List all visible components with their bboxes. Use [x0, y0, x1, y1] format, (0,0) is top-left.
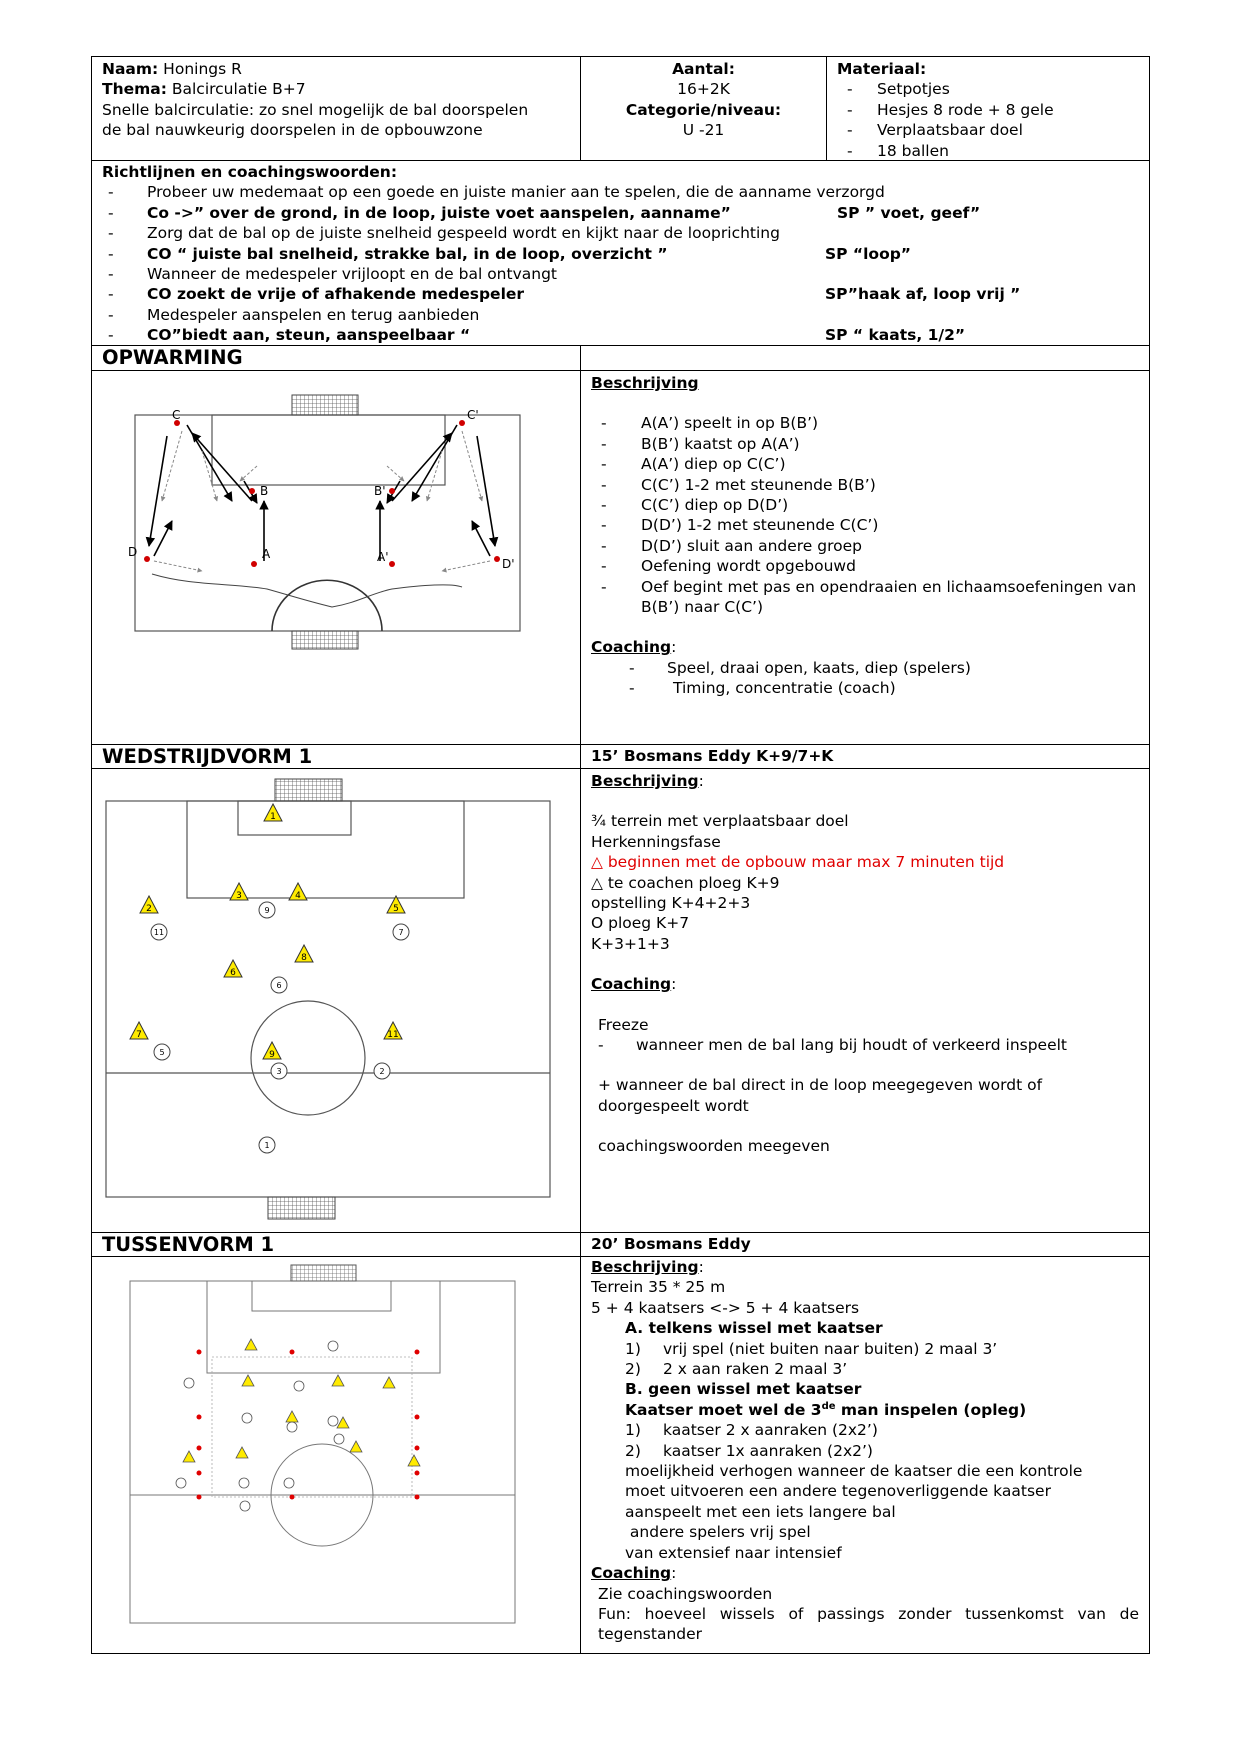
- svg-text:8: 8: [301, 953, 307, 963]
- header-row: [92, 57, 1149, 161]
- label-c: C: [172, 408, 181, 422]
- tv-extra: andere spelers vrij spel: [625, 1523, 811, 1542]
- header-line-2: de bal nauwkeurig doorspelen in de opbouwzone: [102, 121, 483, 140]
- svg-text:6: 6: [230, 968, 236, 978]
- svg-text:3: 3: [276, 1067, 282, 1076]
- player-triangle: [224, 960, 242, 978]
- wedstrijdvorm-diagram-cell: [92, 769, 581, 1232]
- materiaal-item: Verplaatsbaar doel: [877, 121, 1023, 140]
- tussenvorm-title-row: [92, 1233, 1149, 1257]
- cone-marker: [415, 1350, 420, 1355]
- opwarming-step: B(B’) kaatst op A(A’): [641, 434, 800, 453]
- wv-line: K+3+1+3: [591, 934, 670, 953]
- cone-marker: [197, 1495, 202, 1500]
- richtlijn-item: - CO “ juiste bal snelheid, strakke bal, in de loop, overzicht ” SP “loop”: [108, 244, 911, 263]
- player-circle: [151, 924, 167, 940]
- header-info: [92, 57, 581, 160]
- richtlijn-item: - Co ->” over de grond, in de loop, juiste voet aanspelen, aanname” SP ” voet, geef”: [108, 203, 981, 222]
- svg-text:7: 7: [136, 1030, 142, 1040]
- opwarming-step: C(C’) diep op D(D’): [641, 496, 789, 515]
- aantal-value: 16+2K: [677, 80, 730, 99]
- richtlijnen: [92, 161, 1149, 345]
- cone-marker: [290, 1495, 295, 1500]
- player-triangle: [383, 1377, 395, 1388]
- categorie-value: U -21: [682, 121, 725, 140]
- coaching-label: Coaching: [591, 975, 672, 994]
- beschrijving-label: Beschrijving: [591, 772, 699, 790]
- label-c2: C': [467, 408, 479, 422]
- opwarming-diagram-cell: [92, 371, 581, 744]
- player-triangle: [332, 1375, 344, 1386]
- svg-text:5: 5: [159, 1048, 165, 1057]
- header-line-1: Snelle balcirculatie: zo snel mogelijk de bal doorspelen: [102, 100, 529, 119]
- svg-text:6: 6: [276, 981, 282, 990]
- player-circle: [240, 1501, 250, 1511]
- player-circle: [328, 1341, 338, 1351]
- cone-marker: [197, 1446, 202, 1451]
- materiaal-item: 18 ballen: [877, 141, 949, 160]
- player-triangle: [140, 896, 158, 914]
- player-circle: [259, 902, 275, 918]
- training-sheet: [91, 56, 1150, 1654]
- tv-extra: aanspeelt met een iets langere bal: [625, 1502, 896, 1521]
- opwarming-step: C(C’) 1-2 met steunende B(B’): [641, 475, 876, 494]
- opwarming-step: D(D’) 1-2 met steunende C(C’): [641, 516, 879, 535]
- richtlijnen-row: [92, 161, 1149, 346]
- label-d2: D': [502, 557, 515, 571]
- categorie-label: Categorie/niveau:: [625, 100, 782, 119]
- tussenvorm-text: Beschrijving: Terrein 35 * 25 m 5 + 4 kaatsers <-> 5 + 4 kaatsers A. telkens wissel met kaatser 1) vrij spel (niet buiten naar buiten) 2 maal 3’ 2) 2 x aan raken 2 maal 3’ B. geen wissel met kaatser Kaatser moet wel de 3de man inspelen (opleg) 1) kaatser 2 x aanraken (2x2’) 2) kaatser 1x aanraken (2x2’) moelijkheid verhogen wanneer de kaatser die een kontrole moet uitvoeren een andere tegenoverliggende kaatser aanspeelt met een iets langere bal andere spelers vrij spel van extensief naar intensief Coaching: Zie coachingswoorden Fun: hoeveel wissels of passings zonder tussenkomst van de tegenstander: [591, 1258, 1139, 1644]
- tussenvorm-title: TUSSENVORM 1: [92, 1233, 581, 1256]
- tv-b-item: kaatser 1x aanraken (2x2’): [663, 1441, 873, 1460]
- cone-marker: [415, 1415, 420, 1420]
- wv-warning: △ beginnen met de opbouw maar max 7 minuten tijd: [591, 853, 1005, 872]
- tv-a-item: vrij spel (niet buiten naar buiten) 2 maal 3’: [663, 1339, 998, 1358]
- svg-text:7: 7: [398, 928, 404, 937]
- coaching-item: Speel, draai open, kaats, diep (spelers): [667, 658, 971, 677]
- header-materiaal: Materiaal: - Setpotjes - Hesjes 8 rode + 8 gele - Verplaatsbaar doel - 18 ballen: [827, 57, 1149, 160]
- materiaal-item: Setpotjes: [877, 80, 950, 99]
- player-circle: [154, 1044, 170, 1060]
- tv-extra: moelijkheid verhogen wanneer de kaatser die een kontrole: [625, 1462, 1083, 1481]
- wedstrijdvorm-diagram: [92, 769, 581, 1232]
- tv-extra: moet uitvoeren een andere tegenoverliggende kaatser: [625, 1482, 1051, 1501]
- tv-b-title: B. geen wissel met kaatser: [625, 1380, 862, 1399]
- player-triangle: [230, 883, 248, 901]
- player-circle: [271, 1063, 287, 1079]
- opwarming-title-row: [92, 346, 1149, 371]
- beschrijving-label: Beschrijving: [591, 374, 699, 392]
- tv-coaching-line: Fun: hoeveel wissels of passings zonder tussenkomst van de tegenstander: [598, 1604, 1139, 1644]
- player-circle: [242, 1413, 252, 1423]
- label-b: B: [260, 484, 269, 498]
- svg-text:9: 9: [264, 906, 270, 915]
- wv-line: △ te coachen ploeg K+9: [591, 873, 780, 892]
- wv-line: O ploeg K+7: [591, 914, 690, 933]
- wv-minus: wanneer men de bal lang bij houdt of verkeerd inspeelt: [636, 1036, 1068, 1055]
- tv-a-title: A. telkens wissel met kaatser: [625, 1319, 883, 1338]
- player-triangle: [236, 1447, 248, 1458]
- label-a: A: [262, 547, 271, 561]
- wv-plus: + wanneer de bal direct in de loop meegegeven wordt of doorgespeelt wordt: [598, 1076, 1043, 1115]
- player-triangle: [384, 1022, 402, 1040]
- svg-text:9: 9: [269, 1050, 275, 1060]
- cone-marker: [415, 1446, 420, 1451]
- richtlijn-item: - Zorg dat de bal op de juiste snelheid gespeeld wordt en kijkt naar de looprichting: [108, 224, 780, 243]
- richtlijn-item: - Wanneer de medespeler vrijloopt en de bal ontvangt: [108, 265, 557, 284]
- player-triangle: [245, 1339, 257, 1350]
- circle-layer: [151, 902, 409, 1153]
- tussenvorm-diagram: [92, 1257, 581, 1653]
- opwarming-title: OPWARMING: [92, 346, 581, 370]
- player-triangle: [387, 896, 405, 914]
- label-a2: A': [377, 550, 389, 564]
- coaching-label: Coaching: [591, 638, 672, 657]
- wedstrijdvorm-row: [92, 769, 1149, 1233]
- beschrijving-label: Beschrijving: [591, 1258, 699, 1276]
- player-circle: [334, 1434, 344, 1444]
- svg-text:5: 5: [393, 904, 399, 914]
- wv-line: opstelling K+4+2+3: [591, 894, 751, 913]
- cone-marker: [197, 1471, 202, 1476]
- svg-text:4: 4: [295, 891, 301, 901]
- thema-label: Thema:: [102, 80, 167, 99]
- opwarming-step: A(A’) speelt in op B(B’): [641, 414, 819, 433]
- player-triangle: [350, 1441, 362, 1452]
- tussenvorm-markers: [176, 1339, 420, 1511]
- wedstrijdvorm-text: Beschrijving: ¾ terrein met verplaatsbaar doel Herkenningsfase △ beginnen met de opbouw maar max 7 minuten tijd △ te coachen ploeg K+9 opstelling K+4+2+3 O ploeg K+7 K+3+1+3 Coaching: Freeze - wanneer men de bal lang bij houdt of verkeerd inspeelt + wanneer de bal direct in de loop meegegeven wordt of doorgespeelt wordt coachingswoorden meegeven: [581, 769, 1149, 1232]
- triangle-layer: [130, 804, 405, 1060]
- opwarming-diagram: [92, 371, 581, 744]
- player-triangle: [263, 1042, 281, 1060]
- wv-last: coachingswoorden meegeven: [598, 1137, 830, 1156]
- svg-text:1: 1: [264, 1141, 270, 1150]
- tv-extra: van extensief naar intensief: [625, 1543, 842, 1562]
- coaching-label: Coaching: [591, 1564, 672, 1583]
- svg-text:1: 1: [270, 812, 276, 822]
- svg-text:3: 3: [236, 891, 242, 901]
- player-triangle: [264, 804, 282, 822]
- materiaal-label: Materiaal:: [837, 60, 927, 78]
- naam-value: Honings R: [158, 60, 242, 78]
- player-triangle: [183, 1451, 195, 1462]
- tv-b-item: kaatser 2 x aanraken (2x2’): [663, 1421, 878, 1440]
- cone-marker: [415, 1471, 420, 1476]
- svg-text:11: 11: [153, 928, 165, 937]
- wv-line: ¾ terrein met verplaatsbaar doel: [591, 812, 849, 831]
- cone-marker: [415, 1495, 420, 1500]
- player-circle: [239, 1478, 249, 1488]
- opwarming-text: Beschrijving - A(A’) speelt in op B(B’) - B(B’) kaatst op A(A’) - A(A’) diep op C(C’) - C(C’) 1-2 met steunende B(B’) - C(C’) diep op D(D’) - D(D’) 1-2 met steunende C(C’) - D(D’) sluit aan andere groep - Oefening wordt opgebouwd - Oef begint met pas en opendraaien en lichaamsoefeningen van B(B’) naar C(C’) Coaching: - Speel, draai open, kaats, diep (spelers) - Timing, concentratie (coach): [581, 371, 1149, 744]
- player-circle: [393, 924, 409, 940]
- opwarming-row: [92, 371, 1149, 745]
- wv-freeze: Freeze: [598, 1015, 649, 1034]
- thema-value: Balcirculatie B+7: [166, 80, 306, 99]
- coaching-item: Timing, concentratie (coach): [673, 679, 896, 698]
- svg-text:2: 2: [146, 904, 152, 914]
- player-circle: [287, 1422, 297, 1432]
- tv-b-sub: Kaatser moet wel de 3de man inspelen (opleg): [625, 1400, 1027, 1419]
- player-triangle: [130, 1022, 148, 1040]
- cone-marker: [290, 1350, 295, 1355]
- player-triangle: [242, 1375, 254, 1386]
- svg-text:2: 2: [379, 1067, 385, 1076]
- richtlijn-item: - CO”biedt aan, steun, aanspeelbaar “ SP “ kaats, 1/2”: [108, 326, 966, 345]
- naam-label: Naam:: [102, 60, 159, 78]
- svg-text:11: 11: [387, 1030, 399, 1040]
- wedstrijdvorm-meta: 15’ Bosmans Eddy K+9/7+K: [591, 747, 834, 765]
- label-b2: B': [374, 484, 386, 498]
- tussenvorm-meta: 20’ Bosmans Eddy: [591, 1235, 751, 1253]
- opwarming-step: Oefening wordt opgebouwd: [641, 557, 856, 576]
- richtlijn-item: - CO zoekt de vrije of afhakende medespeler SP”haak af, loop vrij ”: [108, 285, 1021, 304]
- tv-terrein: Terrein 35 * 25 m: [591, 1278, 726, 1297]
- player-triangle: [295, 945, 313, 963]
- player-circle: [374, 1063, 390, 1079]
- richtlijn-item: - Medespeler aanspelen en terug aanbieden: [108, 305, 480, 324]
- opwarming-step: D(D’) sluit aan andere groep: [641, 536, 863, 555]
- wedstrijdvorm-title-row: [92, 745, 1149, 769]
- aantal-label: Aantal:: [672, 60, 735, 78]
- player-circle: [259, 1137, 275, 1153]
- wedstrijdvorm-title: WEDSTRIJDVORM 1: [92, 745, 581, 768]
- tussenvorm-row: [92, 1257, 1149, 1653]
- player-circle: [284, 1478, 294, 1488]
- player-circle: [294, 1381, 304, 1391]
- opwarming-step: A(A’) diep op C(C’): [641, 455, 786, 474]
- header-aantal: [581, 57, 827, 160]
- wv-line: Herkenningsfase: [591, 832, 721, 851]
- tv-coaching-line: Zie coachingswoorden: [598, 1584, 773, 1603]
- player-triangle: [408, 1455, 420, 1466]
- player-triangle: [337, 1417, 349, 1428]
- player-circle: [271, 977, 287, 993]
- player-circle: [184, 1378, 194, 1388]
- richtlijnen-title: Richtlijnen en coachingswoorden:: [102, 163, 398, 181]
- tv-kaatsers: 5 + 4 kaatsers <-> 5 + 4 kaatsers: [591, 1298, 860, 1317]
- player-circle: [176, 1478, 186, 1488]
- player-triangle: [289, 883, 307, 901]
- label-d: D: [128, 545, 138, 559]
- tussenvorm-diagram-cell: [92, 1257, 581, 1653]
- richtlijn-item: - Probeer uw medemaat op een goede en juiste manier aan te spelen, die de aanname verzorgd: [108, 183, 885, 202]
- tv-a-item: 2 x aan raken 2 maal 3’: [663, 1360, 848, 1379]
- player-triangle: [286, 1411, 298, 1422]
- player-circle: [328, 1416, 338, 1426]
- cone-marker: [197, 1415, 202, 1420]
- materiaal-item: Hesjes 8 rode + 8 gele: [877, 100, 1054, 119]
- opwarming-step: Oef begint met pas en opendraaien en lichaamsoefeningen van B(B’) naar C(C’): [641, 577, 1137, 617]
- cone-marker: [197, 1350, 202, 1355]
